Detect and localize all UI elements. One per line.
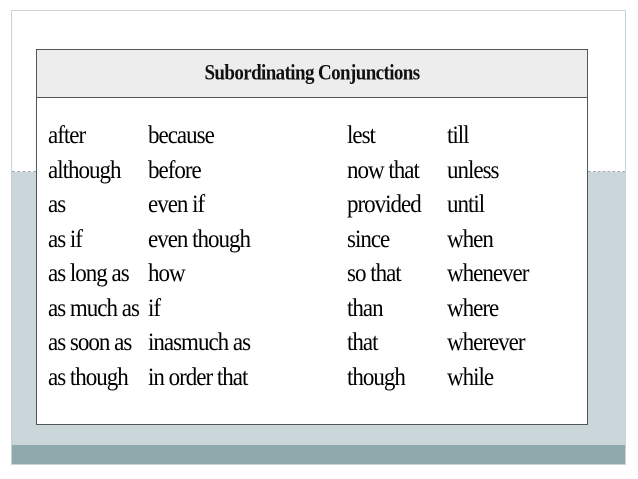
column-1 [48,118,139,394]
column-4 [447,118,528,394]
conjunction-word: until [447,189,485,218]
column-2 [148,118,250,394]
conjunction-word: as though [48,361,128,390]
conjunction-word: although [48,154,121,183]
conjunction-word: wherever [447,327,525,356]
conjunction-word: inasmuch as [148,327,251,356]
table-title: Subordinating Conjunctions [204,60,420,85]
conjunction-word: as if [48,223,82,252]
conjunction-word: so that [347,258,401,287]
conjunction-word: that [347,327,378,356]
conjunction-word: even though [148,223,251,252]
conjunction-word: than [347,292,383,321]
table-header [37,50,587,98]
conjunctions-table [36,49,588,425]
conjunction-word: before [148,154,201,183]
dashed-divider-left [12,171,36,172]
conjunction-word: whenever [447,258,529,287]
conjunction-word: lest [347,120,375,149]
conjunction-word: even if [148,189,205,218]
dashed-divider-right [588,171,625,172]
conjunction-word: because [148,120,214,149]
column-3 [347,118,421,394]
conjunction-word: if [148,292,161,321]
conjunction-word: unless [447,154,499,183]
conjunction-word: since [347,223,390,252]
conjunction-word: where [447,292,499,321]
conjunction-word: while [447,361,494,390]
conjunction-word: as [48,189,66,218]
table-body [37,98,587,424]
bottom-accent-bar [12,445,625,464]
conjunction-word: when [447,223,493,252]
conjunction-word: as much as [48,292,139,321]
conjunction-word: now that [347,154,419,183]
conjunction-word: till [447,120,469,149]
conjunction-word: though [347,361,405,390]
conjunction-word: after [48,120,86,149]
conjunction-word: as long as [48,258,129,287]
conjunction-word: provided [347,189,421,218]
conjunction-word: how [148,258,185,287]
conjunction-word: as soon as [48,327,132,356]
conjunction-word: in order that [148,361,248,390]
